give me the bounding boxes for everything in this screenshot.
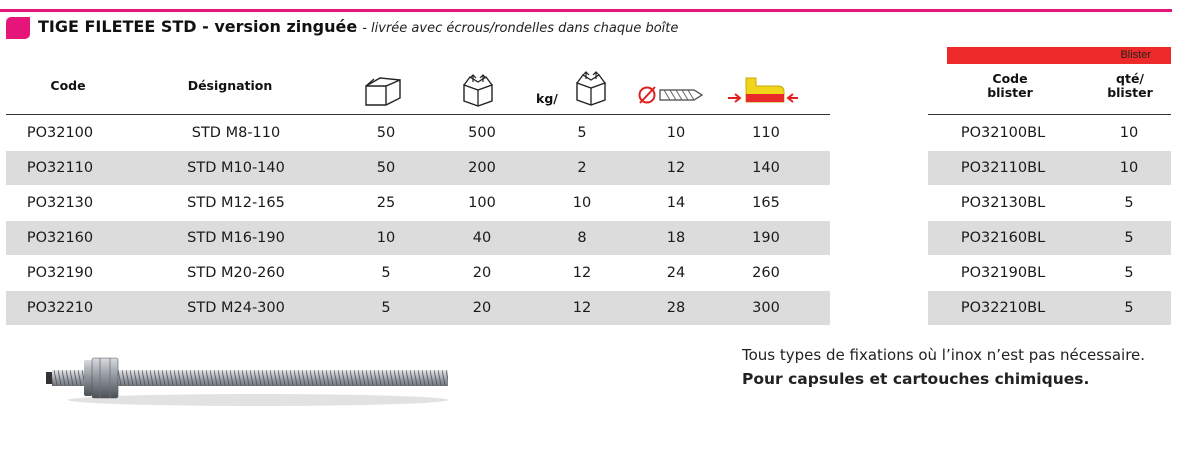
cell-code: PO32210 bbox=[26, 300, 94, 316]
cell-designation: STD M16-190 bbox=[187, 230, 285, 246]
title-rule bbox=[0, 9, 1172, 12]
cell-kg-per-box: 10 bbox=[572, 195, 592, 211]
cell-kg-per-box: 5 bbox=[577, 125, 587, 141]
cell-box-qty: 50 bbox=[376, 125, 396, 141]
cell-box-qty: 50 bbox=[376, 160, 396, 176]
blister-row bbox=[928, 221, 1171, 255]
header-kg: kg/ bbox=[536, 91, 558, 106]
cell-carton-qty: 40 bbox=[472, 230, 492, 246]
cell-kg-per-box: 8 bbox=[577, 230, 587, 246]
table-row bbox=[6, 151, 830, 185]
cell-carton-qty: 200 bbox=[468, 160, 496, 176]
main-header-rule bbox=[6, 114, 830, 115]
cell-kg-per-box: 12 bbox=[572, 265, 592, 281]
cell-code: PO32130 bbox=[26, 195, 94, 211]
cell-designation: STD M12-165 bbox=[187, 195, 285, 211]
cell-box-qty: 5 bbox=[381, 300, 391, 316]
header-code: Code bbox=[50, 78, 86, 93]
cell-blister-qty: 5 bbox=[1124, 265, 1134, 281]
header-designation: Désignation bbox=[187, 78, 273, 93]
blister-row bbox=[928, 256, 1171, 290]
threaded-rod-image bbox=[38, 350, 458, 410]
cell-drill-diameter: 18 bbox=[666, 230, 686, 246]
title-subtitle: - livrée avec écrous/rondelles dans chaque boîte bbox=[362, 21, 679, 36]
cell-length: 110 bbox=[752, 125, 780, 141]
cell-box-qty: 5 bbox=[381, 265, 391, 281]
note-line-2: Pour capsules et cartouches chimiques. bbox=[742, 370, 1090, 388]
cell-box-qty: 10 bbox=[376, 230, 396, 246]
cell-drill-diameter: 12 bbox=[666, 160, 686, 176]
table-row bbox=[6, 256, 830, 290]
cell-carton-qty: 500 bbox=[468, 125, 496, 141]
blister-row bbox=[928, 151, 1171, 185]
cell-carton-qty: 20 bbox=[472, 265, 492, 281]
weight-per-box-icon bbox=[572, 70, 610, 106]
product-notes bbox=[742, 343, 1145, 391]
cell-carton-qty: 100 bbox=[468, 195, 496, 211]
box-open-icon bbox=[362, 74, 404, 108]
table-row bbox=[6, 221, 830, 255]
table-row bbox=[6, 116, 830, 150]
cell-blister-code: PO32130BL bbox=[960, 195, 1046, 211]
section-title bbox=[38, 17, 678, 36]
cell-length: 140 bbox=[752, 160, 780, 176]
cell-box-qty: 25 bbox=[376, 195, 396, 211]
title-tab-marker bbox=[6, 17, 30, 39]
header-qty-blister bbox=[1098, 72, 1162, 101]
cell-length: 190 bbox=[752, 230, 780, 246]
cell-blister-code: PO32190BL bbox=[960, 265, 1046, 281]
cell-designation: STD M20-260 bbox=[187, 265, 285, 281]
cell-kg-per-box: 12 bbox=[572, 300, 592, 316]
cell-blister-code: PO32110BL bbox=[960, 160, 1046, 176]
title-main: TIGE FILETEE STD - version zinguée bbox=[38, 17, 358, 36]
cell-blister-code: PO32210BL bbox=[960, 300, 1046, 316]
cell-blister-code: PO32100BL bbox=[960, 125, 1046, 141]
cell-carton-qty: 20 bbox=[472, 300, 492, 316]
cell-code: PO32110 bbox=[26, 160, 94, 176]
table-row bbox=[6, 186, 830, 220]
cell-designation: STD M10-140 bbox=[187, 160, 285, 176]
cell-designation: STD M24-300 bbox=[187, 300, 285, 316]
blister-row bbox=[928, 291, 1171, 325]
cell-blister-qty: 10 bbox=[1119, 125, 1139, 141]
table-row bbox=[6, 291, 830, 325]
anchor-length-icon bbox=[726, 74, 800, 110]
drill-diameter-icon bbox=[638, 84, 704, 106]
cell-code: PO32160 bbox=[26, 230, 94, 246]
note-line-1: Tous types de fixations où l’inox n’est pas nécessaire. bbox=[742, 346, 1146, 364]
section-title-bar bbox=[0, 9, 1200, 39]
cell-length: 260 bbox=[752, 265, 780, 281]
cell-blister-qty: 5 bbox=[1124, 230, 1134, 246]
header-code-blister bbox=[965, 72, 1055, 101]
cell-designation: STD M8-110 bbox=[191, 125, 281, 141]
cell-length: 300 bbox=[752, 300, 780, 316]
cell-kg-per-box: 2 bbox=[577, 160, 587, 176]
cell-drill-diameter: 24 bbox=[666, 265, 686, 281]
cell-blister-code: PO32160BL bbox=[960, 230, 1046, 246]
cell-blister-qty: 5 bbox=[1124, 195, 1134, 211]
cell-length: 165 bbox=[752, 195, 780, 211]
cell-blister-qty: 10 bbox=[1119, 160, 1139, 176]
cell-drill-diameter: 14 bbox=[666, 195, 686, 211]
blister-header-rule bbox=[928, 114, 1171, 115]
header-qty-blister-line2: blister bbox=[1107, 85, 1153, 101]
carton-box-icon bbox=[460, 72, 496, 108]
cell-drill-diameter: 28 bbox=[666, 300, 686, 316]
cell-code: PO32190 bbox=[26, 265, 94, 281]
cell-code: PO32100 bbox=[26, 125, 94, 141]
blister-band: Blister bbox=[947, 47, 1171, 64]
header-qty-blister-line1: qté/ bbox=[1116, 71, 1144, 86]
blister-row bbox=[928, 186, 1171, 220]
cell-drill-diameter: 10 bbox=[666, 125, 686, 141]
blister-row bbox=[928, 116, 1171, 150]
cell-blister-qty: 5 bbox=[1124, 300, 1134, 316]
header-code-blister-line1: Code bbox=[992, 71, 1028, 86]
header-code-blister-line2: blister bbox=[987, 85, 1033, 101]
